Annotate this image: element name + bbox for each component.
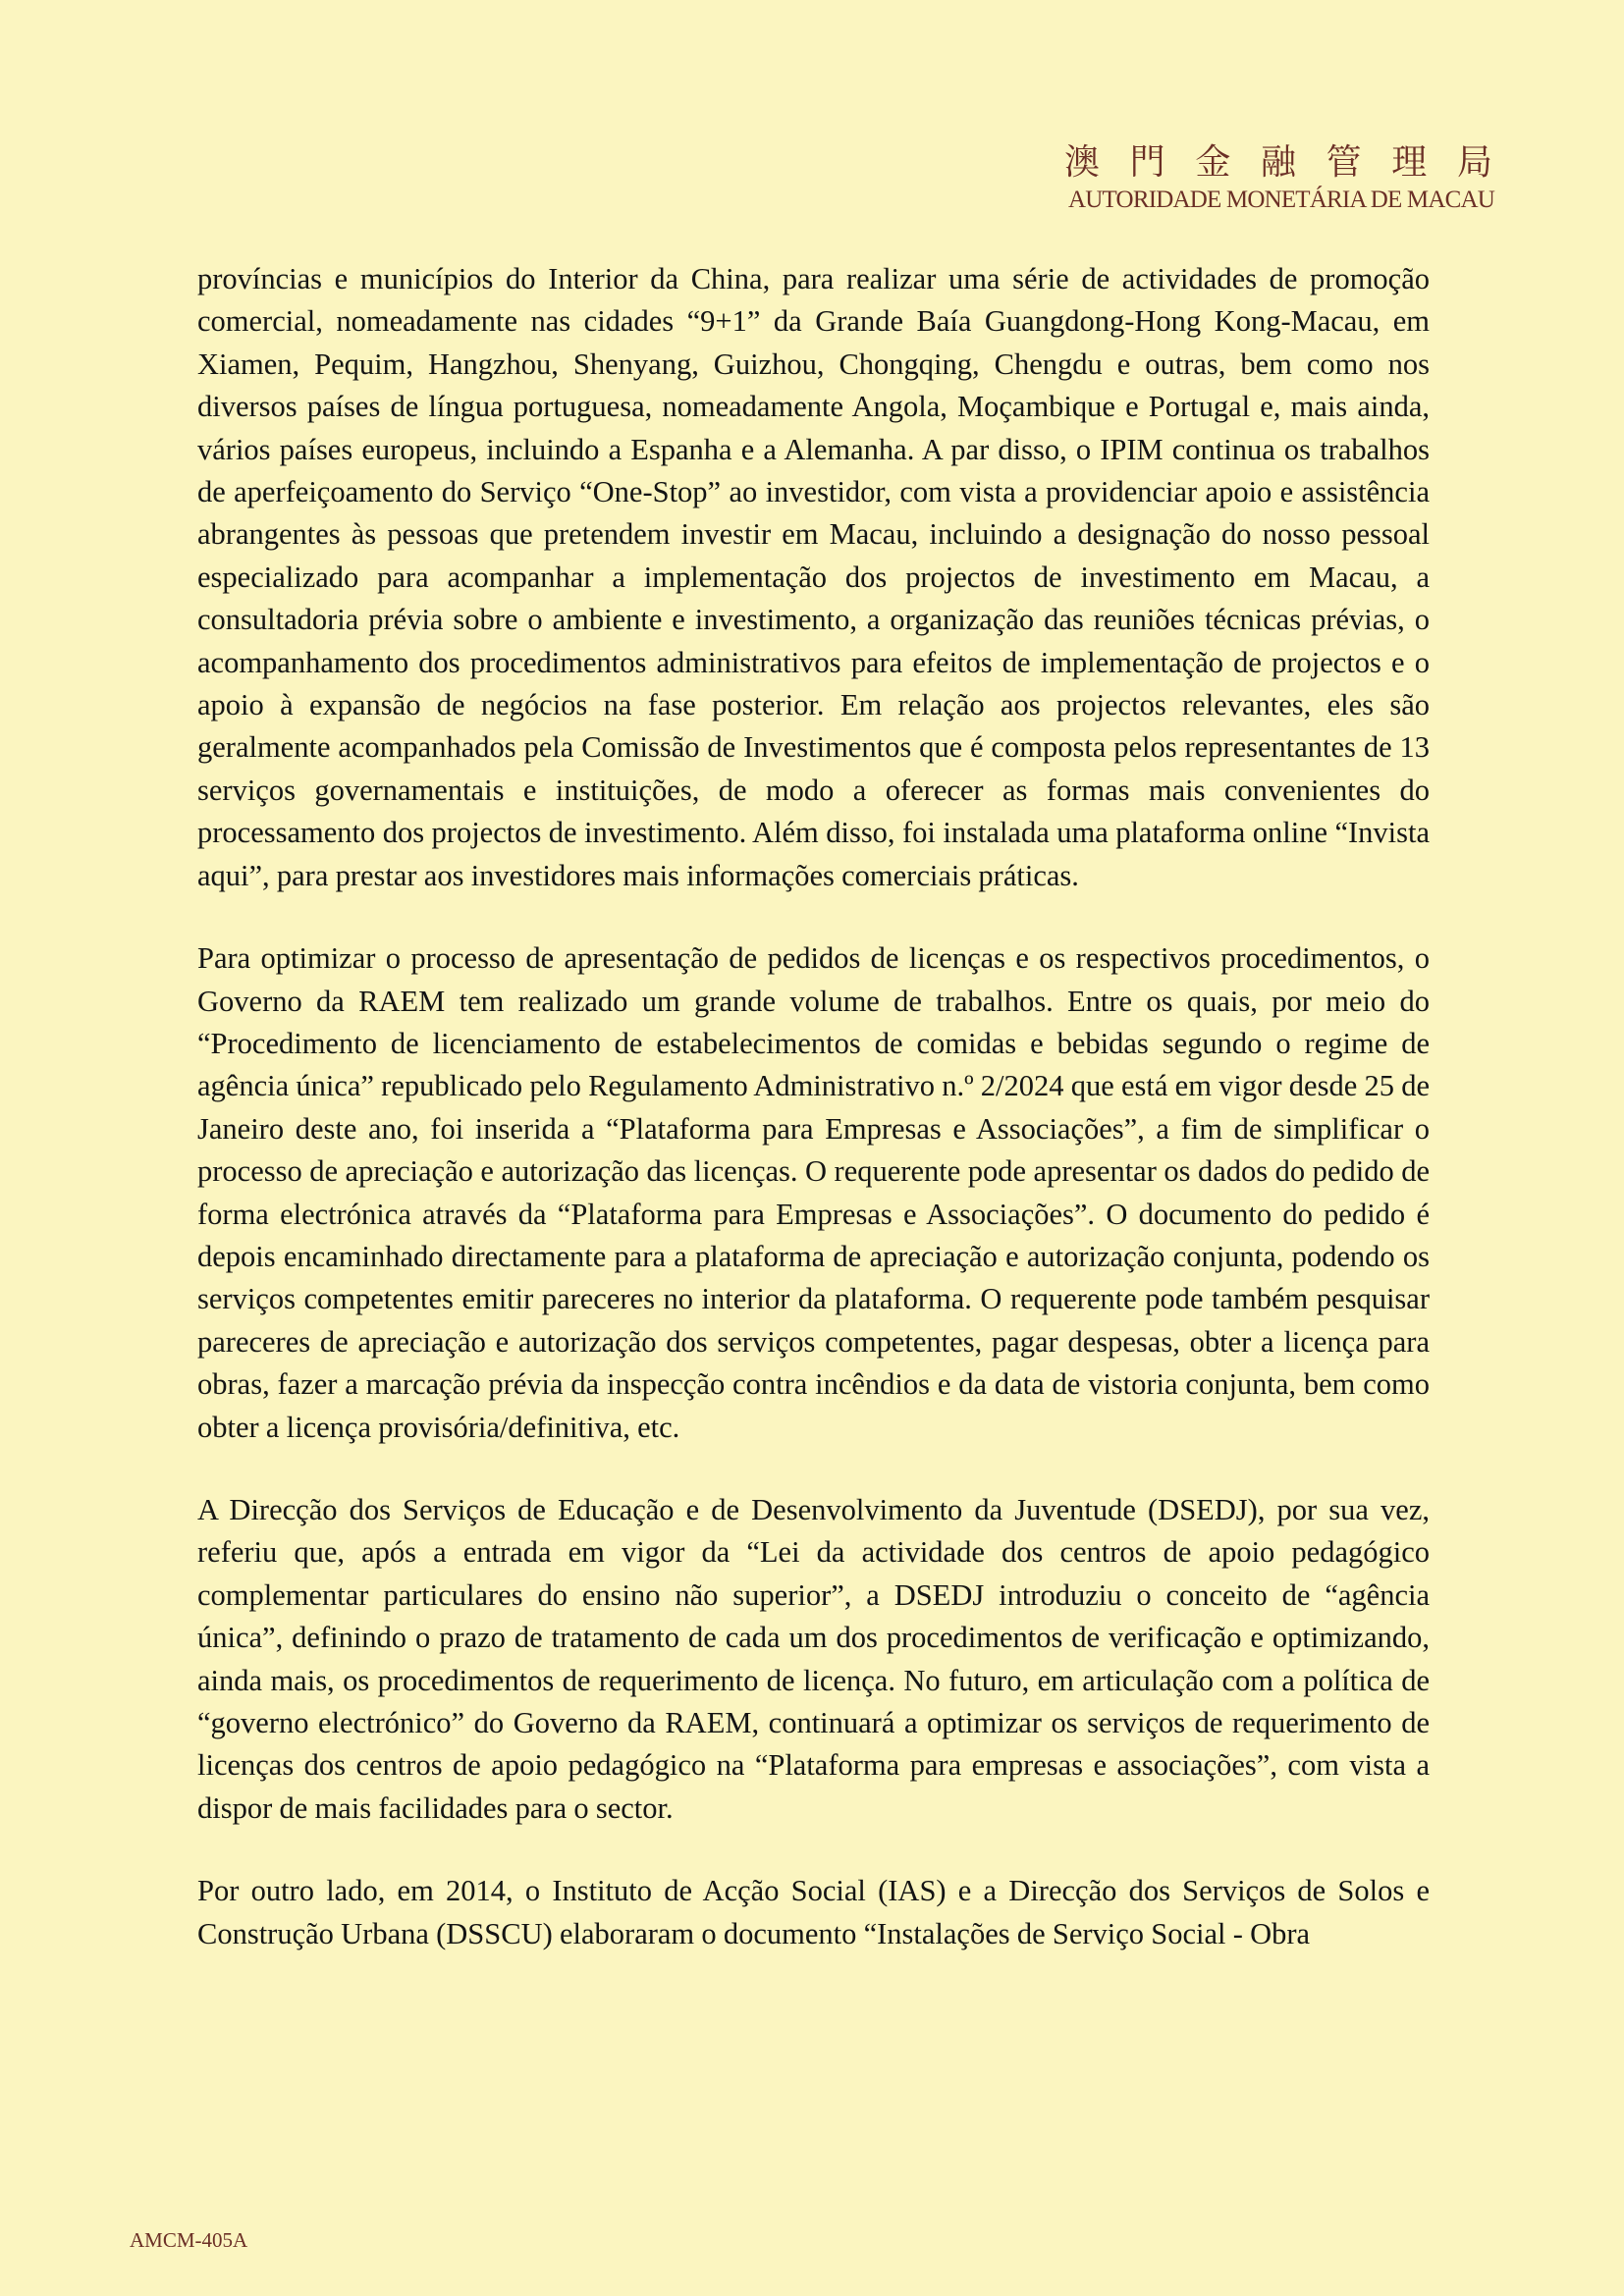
letterhead-char: 管	[1326, 142, 1362, 183]
letterhead-char: 澳	[1064, 142, 1101, 183]
paragraph: Por outro lado, em 2014, o Instituto de Acção Social (IAS) e a Direcção dos Serviços de Solos e Construção Urbana (DSSCU) elaboraram o documento “Instalações de Serviço Social - Obra	[197, 1874, 1430, 1950]
letterhead-char: 門	[1129, 142, 1165, 183]
paragraph: províncias e municípios do Interior da China, para realizar uma série de actividades de promoção comercial, nomeadamente nas cidades “9+1” da Grande Baía Guangdong-Hong Kong-Macau, em Xiamen, Pequim, Hangzhou, Shenyang, Guizhou, Chongqing, Chengdu e outras, bem como nos diversos países de língua portuguesa, nomeadamente Angola, Moçambique e Portugal e, mais ainda, vários países europeus, incluindo a Espanha e a Alemanha. A par disso, o IPIM continua os trabalhos de aperfeiçoamento do Serviço “One-Stop” ao investidor, com vista a providenciar apoio e assistência abrangentes às pessoas que pretendem investir em Macau, incluindo a designação do nosso pessoal especializado para acompanhar a implementação dos projectos de investimento em Macau, a consultadoria prévia sobre o ambiente e investimento, a organização das reuniões técnicas prévias, o acompanhamento dos procedimentos administrativos para efeitos de implementação de projectos e o apoio à expansão de negócios na fase posterior. Em relação aos projectos relevantes, eles são geralmente acompanhados pela Comissão de Investimentos que é composta pelos representantes de 13 serviços governamentais e instituições, de modo a oferecer as formas mais convenientes do processamento dos projectos de investimento. Além disso, foi instalada uma plataforma online “Invista aqui”, para prestar aos investidores mais informações comerciais práticas.	[197, 262, 1430, 892]
letterhead-char: 融	[1260, 142, 1296, 183]
letterhead-chinese-name	[1062, 142, 1494, 183]
letterhead-char: 局	[1456, 142, 1492, 183]
letterhead	[1062, 142, 1494, 214]
letterhead-portuguese-name: AUTORIDADE MONETÁRIA DE MACAU	[1068, 187, 1494, 213]
document-body	[197, 258, 1430, 1996]
paragraph: Para optimizar o processo de apresentação de pedidos de licenças e os respectivos procedimentos, o Governo da RAEM tem realizado um grande volume de trabalhos. Entre os quais, por meio do “Procedimento de licenciamento de estabelecimentos de comidas e bebidas segundo o regime de agência única” republicado pelo Regulamento Administrativo n.º 2/2024 que está em vigor desde 25 de Janeiro deste ano, foi inserida a “Plataforma para Empresas e Associações”, a fim de simplificar o processo de apreciação e autorização das licenças. O requerente pode apresentar os dados do pedido de forma electrónica através da “Plataforma para Empresas e Associações”. O documento do pedido é depois encaminhado directamente para a plataforma de apreciação e autorização conjunta, podendo os serviços competentes emitir pareceres no interior da plataforma. O requerente pode também pesquisar pareceres de apreciação e autorização dos serviços competentes, pagar despesas, obter a licença para obras, fazer a marcação prévia da inspecção contra incêndios e da data de vistoria conjunta, bem como obter a licença provisória/definitiva, etc.	[197, 941, 1430, 1444]
form-code: AMCM-405A	[130, 2228, 248, 2252]
paragraph: A Direcção dos Serviços de Educação e de Desenvolvimento da Juventude (DSEDJ), por sua vez, referiu que, após a entrada em vigor da “Lei da actividade dos centros de apoio pedagógico complementar particulares do ensino não superior”, a DSEDJ introduziu o conceito de “agência única”, definindo o prazo de tratamento de cada um dos procedimentos de verificação e optimizando, ainda mais, os procedimentos de requerimento de licença. No futuro, em articulação com a política de “governo electrónico” do Governo da RAEM, continuará a optimizar os serviços de requerimento de licenças dos centros de apoio pedagógico na “Plataforma para empresas e associações”, com vista a dispor de mais facilidades para o sector.	[197, 1492, 1430, 1825]
letterhead-char: 理	[1391, 142, 1428, 183]
letterhead-char: 金	[1195, 142, 1231, 183]
